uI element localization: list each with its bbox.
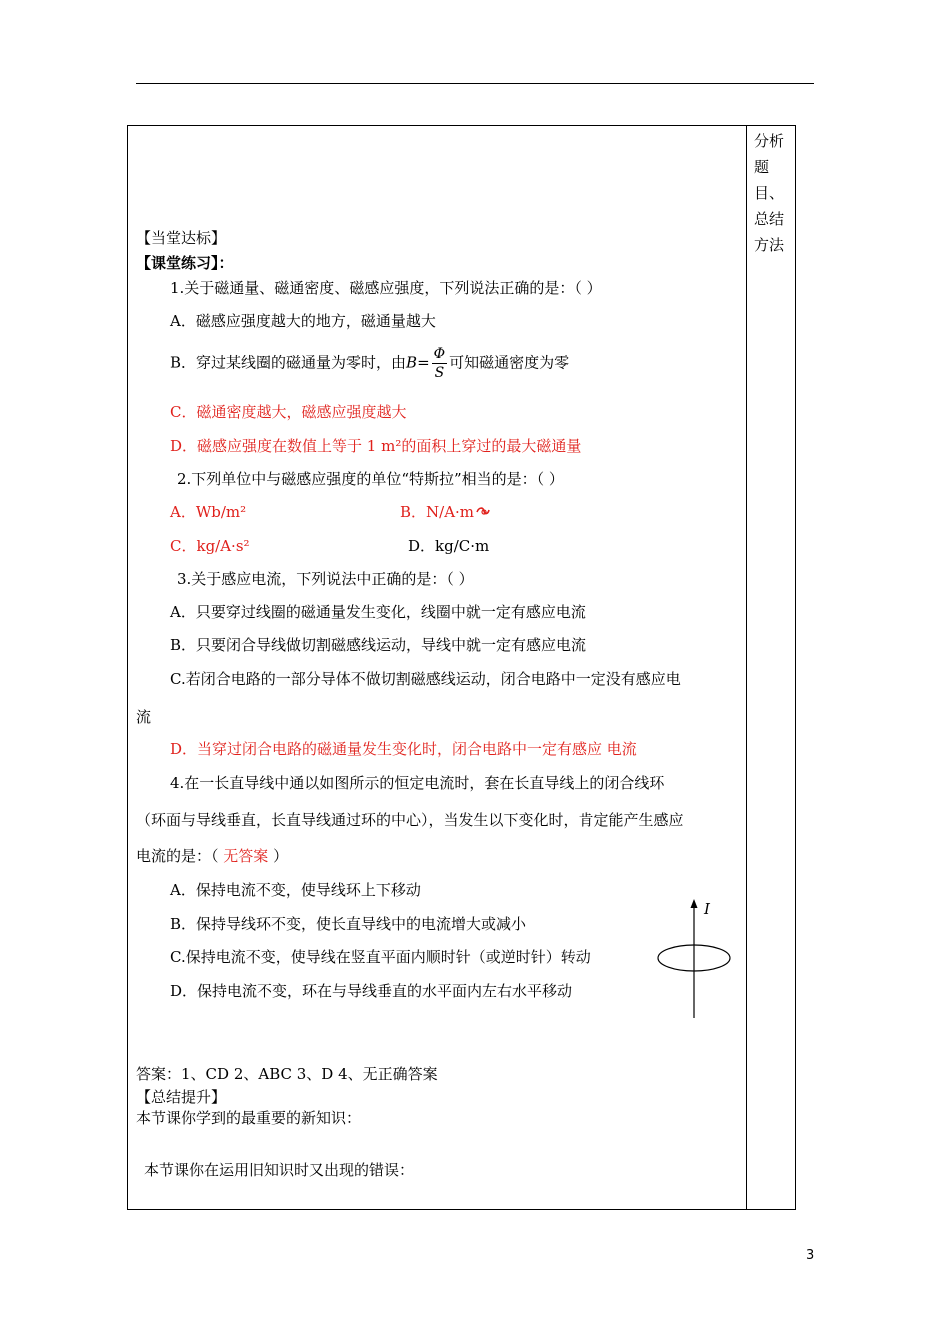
q2-option-d: D．kg/C·m — [408, 537, 490, 555]
formula-fraction — [432, 345, 447, 382]
q2-option-c: C．kg/A·s² — [170, 537, 250, 555]
page-number: 3 — [806, 1248, 815, 1263]
q3-stem: 3.关于感应电流，下列说法中正确的是：（ ） — [177, 570, 474, 588]
q1-option-b — [170, 345, 569, 382]
q4-option-d: D．保持电流不变，环在与导线垂直的水平面内左右水平移动 — [170, 982, 573, 1000]
q4-stem-line3-pre: 电流的是：（ — [136, 847, 224, 865]
current-label: I — [704, 900, 710, 918]
q4-option-a: A．保持电流不变，使导线环上下移动 — [170, 881, 421, 899]
column-divider — [746, 125, 747, 1210]
q4-stem-line3 — [136, 846, 288, 866]
side-note-line: 分析 — [754, 132, 785, 150]
q3-option-b: B．只要闭合导线做切割磁感线运动，导线中就一定有感应电流 — [170, 636, 587, 654]
q3-option-d: D．当穿过闭合电路的磁通量发生变化时，闭合电路中一定有感应 电流 — [170, 740, 637, 758]
q4-stem-line3-post: ） — [268, 847, 289, 865]
side-note-line: 方法 — [754, 236, 785, 254]
header-rule — [136, 83, 814, 84]
heading-class-goal: 【当堂达标】 — [136, 229, 227, 247]
fraction-denominator: S — [434, 365, 445, 381]
q4-option-c: C.保持电流不变，使导线在竖直平面内顺时针（或逆时针）转动 — [170, 948, 591, 966]
q2-stem: 2.下列单位中与磁感应强度的单位“特斯拉”相当的是：（ ） — [177, 470, 564, 488]
q1-option-b-post: 可知磁通密度为零 — [449, 353, 570, 372]
answer-key: 答案：1、CD 2、ABC 3、D 4、无正确答案 — [136, 1065, 438, 1083]
formula-lhs: B — [406, 353, 418, 372]
heading-class-practice: 【课堂练习】： — [136, 254, 234, 272]
side-note-line: 目、 — [754, 184, 785, 202]
q1-option-c: C．磁通密度越大，磁感应强度越大 — [170, 403, 407, 421]
q4-stem-line2: （环面与导线垂直，长直导线通过环的中心），当发生以下变化时，肯定能产生感应 — [136, 811, 684, 829]
q3-option-a: A．只要穿过线圈的磁通量发生变化，线圈中就一定有感应电流 — [170, 603, 586, 621]
q3-option-c-line1: C.若闭合电路的一部分导体不做切割磁感线运动，闭合电路中一定没有感应电 — [170, 670, 681, 688]
q2-option-b — [400, 502, 491, 522]
q2-option-b-text: B．N/A·m — [400, 503, 475, 521]
fraction-numerator: Φ — [433, 346, 446, 362]
summary-prompt-errors: 本节课你在运用旧知识时又出现的错误： — [144, 1161, 415, 1179]
side-note-line: 总结 — [754, 210, 785, 228]
q1-option-a: A．磁感应强度越大的地方，磁通量越大 — [170, 312, 436, 330]
side-note-line: 题 — [754, 158, 770, 176]
q1-option-d: D．磁感应强度在数值上等于 1 m²的面积上穿过的最大磁通量 — [170, 437, 582, 455]
wire-loop-figure — [652, 896, 742, 1024]
scribble-mark-icon — [475, 502, 491, 522]
q4-stem-line1: 4.在一长直导线中通以如图所示的恒定电流时，套在长直导线上的闭合线环 — [170, 774, 665, 792]
summary-heading: 【总结提升】 — [136, 1088, 227, 1106]
summary-prompt-new-knowledge: 本节课你学到的最重要的新知识： — [136, 1109, 362, 1127]
q1-option-b-pre: B．穿过某线圈的磁通量为零时，由 — [170, 353, 407, 372]
side-note — [754, 128, 794, 258]
q3-option-c-line2: 流 — [136, 708, 152, 726]
q2-option-a: A．Wb/m² — [170, 503, 247, 521]
q4-answer-note: 无答案 — [223, 847, 269, 865]
formula-eq: = — [417, 353, 430, 372]
q1-stem: 1.关于磁通量、磁通密度、磁感应强度，下列说法正确的是：（ ） — [170, 279, 602, 297]
q4-option-b: B．保持导线环不变，使长直导线中的电流增大或减小 — [170, 915, 527, 933]
